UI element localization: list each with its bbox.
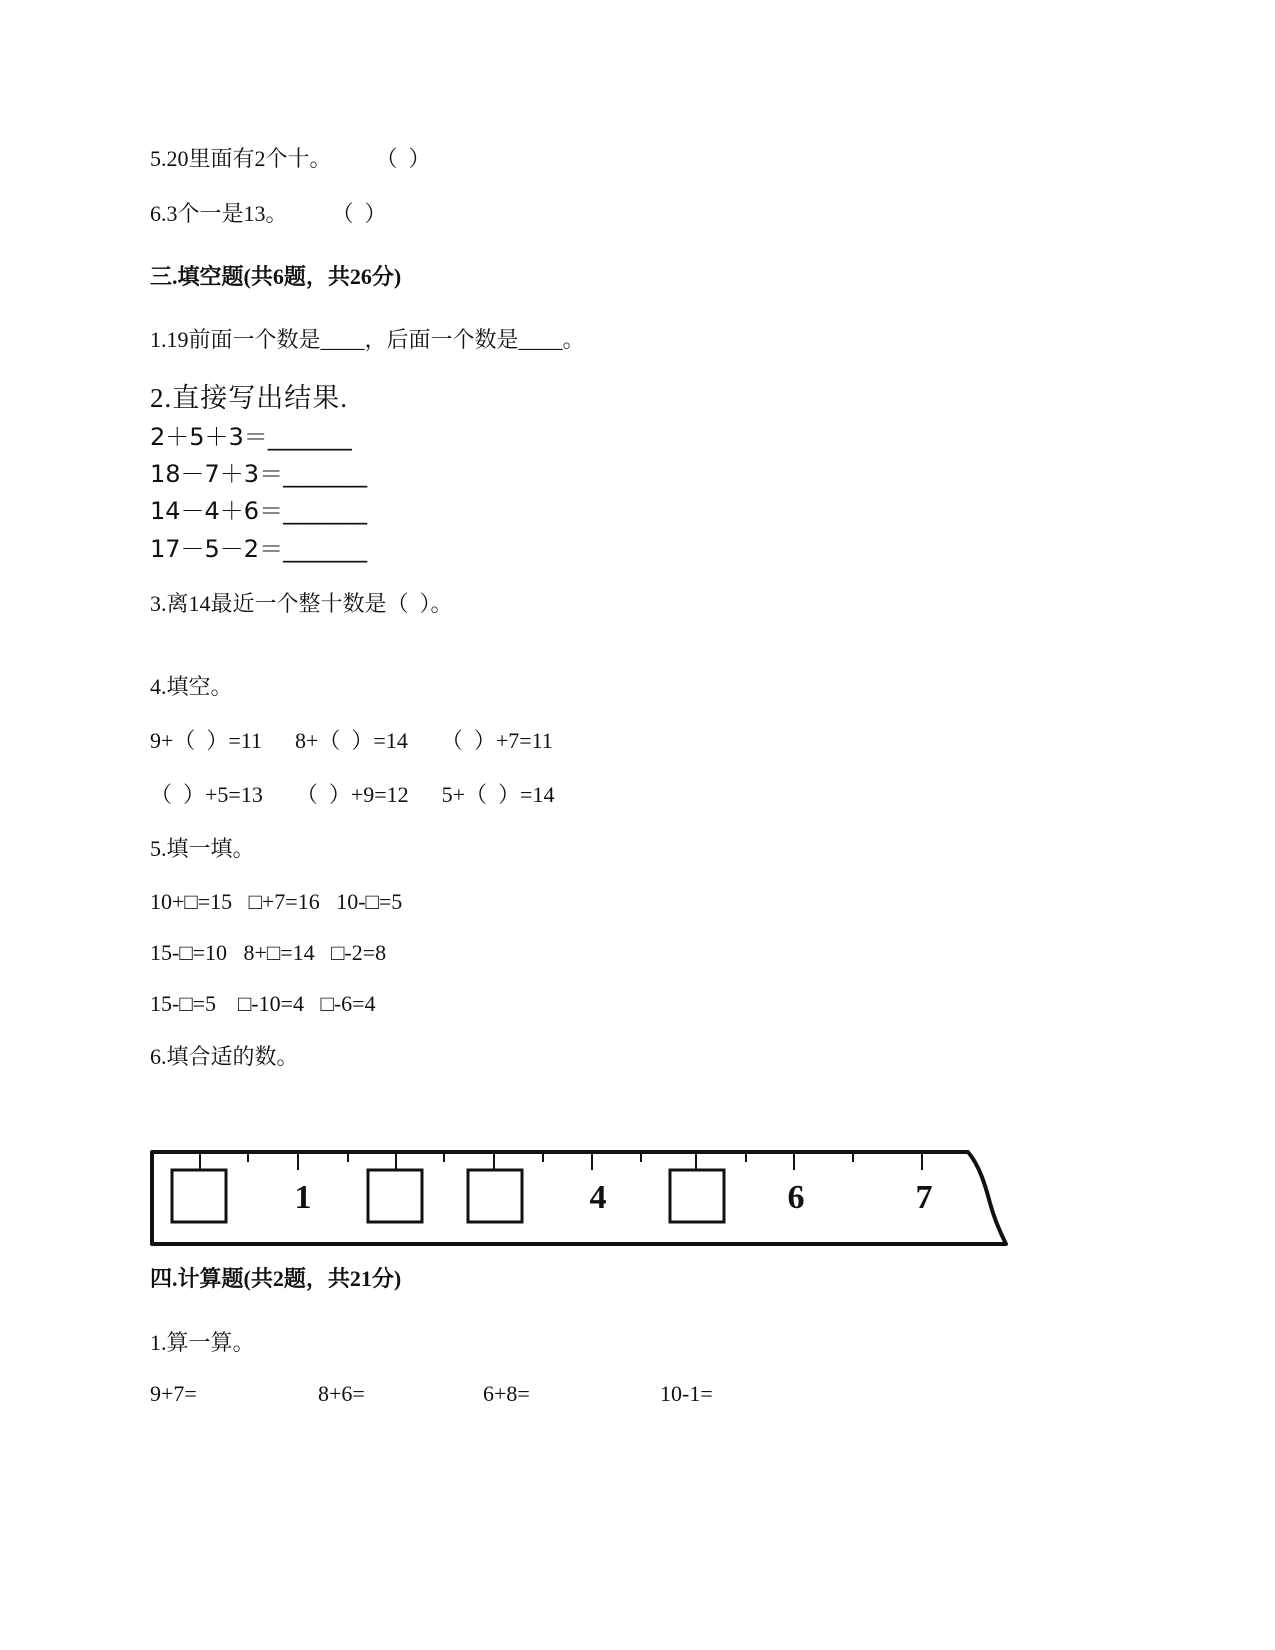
fill-question-2-line-4: 17－5－2＝_______ <box>150 535 368 563</box>
ruler-ticks <box>200 1152 922 1170</box>
calc-item: 6+8= <box>483 1381 530 1406</box>
calc-item: 9+7= <box>150 1381 197 1406</box>
tf-question-5: 5.20里面有2个十。 （ ） <box>150 146 431 171</box>
fill-question-5-title: 5.填一填。 <box>150 836 255 861</box>
calc-question-1-title: 1.算一算。 <box>150 1330 255 1355</box>
fill-question-4-title: 4.填空。 <box>150 674 233 699</box>
fill-question-5-row-3: 15-□=5 □-10=4 □-6=4 <box>150 991 376 1016</box>
ruler-label: 4 <box>589 1179 607 1216</box>
fill-question-5-row-1: 10+□=15 □+7=16 10-□=5 <box>150 889 403 914</box>
calc-item: 8+6= <box>318 1381 365 1406</box>
ruler-label: 7 <box>915 1179 933 1216</box>
ruler-label: 1 <box>294 1179 312 1216</box>
fill-question-1: 1.19前面一个数是____，后面一个数是____。 <box>150 327 585 352</box>
calc-item: 10-1= <box>660 1381 713 1406</box>
section-4-title: 四.计算题(共2题，共21分) <box>150 1266 402 1291</box>
fill-question-2-line-1: 2＋5＋3＝_______ <box>150 423 352 451</box>
fill-question-4-row-2: （ ）+5=13 （ ）+9=12 5+（ ）=14 <box>150 782 555 807</box>
fill-question-4-row-1: 9+（ ）=11 8+（ ）=14 （ ）+7=11 <box>150 728 553 753</box>
fill-question-3: 3.离14最近一个整十数是（ ）。 <box>150 591 453 616</box>
fill-question-5-row-2: 15-□=10 8+□=14 □-2=8 <box>150 940 387 965</box>
answer-box <box>368 1170 422 1222</box>
section-3-title: 三.填空题(共6题，共26分) <box>150 264 402 289</box>
fill-question-2-line-3: 14－4＋6＝_______ <box>150 497 368 525</box>
ruler-figure <box>148 1148 1048 1258</box>
fill-question-6-title: 6.填合适的数。 <box>150 1044 299 1069</box>
answer-box <box>172 1170 226 1222</box>
fill-question-2-line-2: 18－7＋3＝_______ <box>150 460 368 488</box>
answer-box <box>670 1170 724 1222</box>
ruler-label: 6 <box>787 1179 805 1216</box>
tf-question-6: 6.3个一是13。 （ ） <box>150 201 387 226</box>
fill-question-2-title: 2.直接写出结果. <box>150 383 348 413</box>
answer-box <box>468 1170 522 1222</box>
ruler-outline <box>152 1152 1006 1244</box>
